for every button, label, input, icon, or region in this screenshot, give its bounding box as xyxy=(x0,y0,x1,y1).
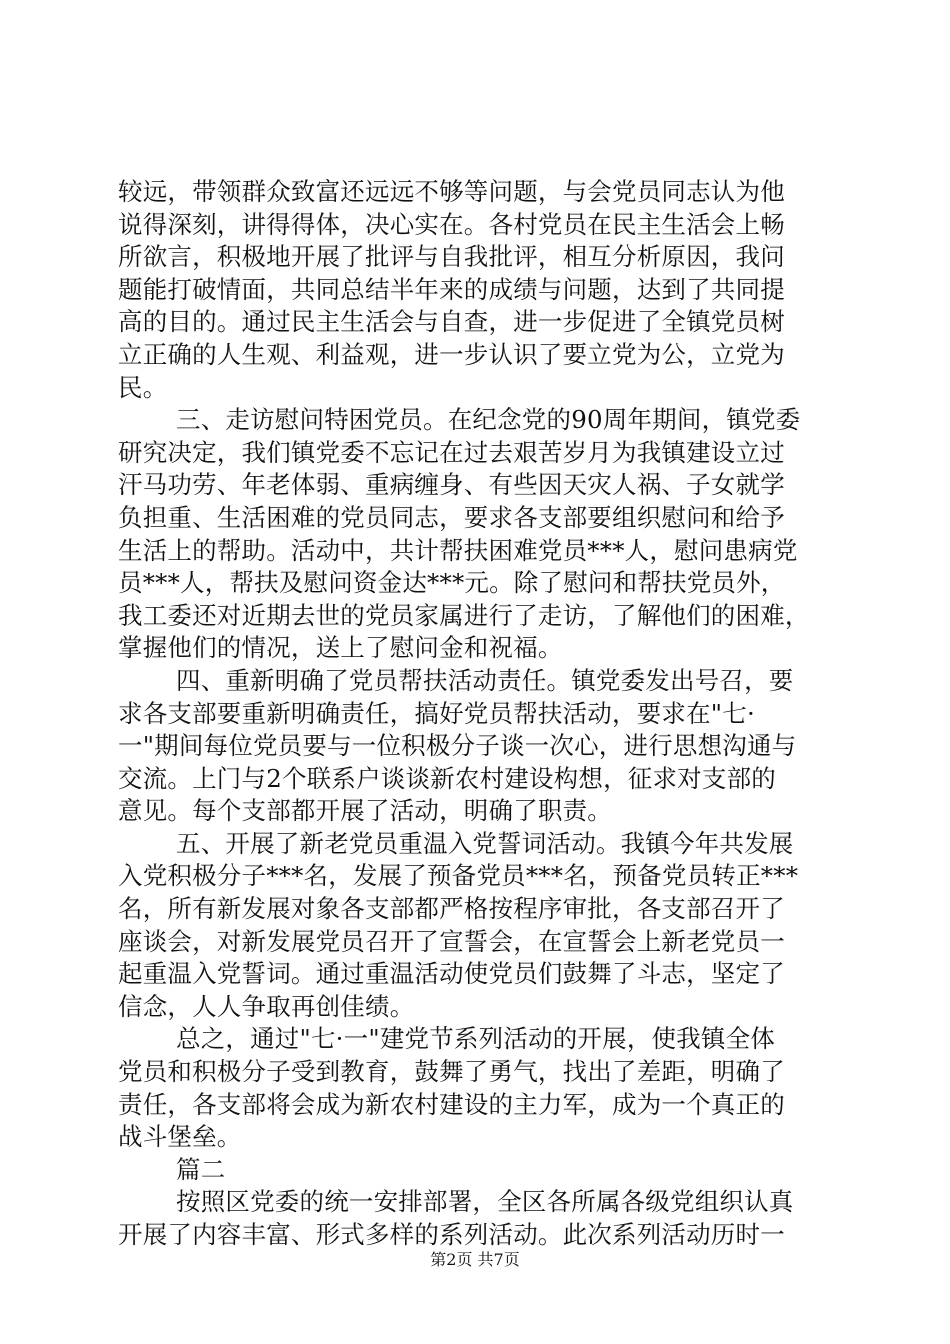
text-line: 我工委还对近期去世的党员家属进行了走访，了解他们的困难， xyxy=(118,600,810,630)
text-line: 总之，通过"七·一"建党节系列活动的开展，使我镇全体 xyxy=(176,1024,776,1054)
text-line: 题能打破情面，共同总结半年来的成绩与问题，达到了共同提 xyxy=(118,274,785,304)
text-line: 交流。上门与2个联系户谈谈新农村建设构想，征求对支部的 xyxy=(118,763,776,793)
text-line: 生活上的帮助。活动中，共计帮扶困难党员***人，慰问患病党 xyxy=(118,535,798,565)
text-line: 座谈会，对新发展党员召开了宣誓会，在宣誓会上新老党员一 xyxy=(118,926,785,956)
text-line: 负担重、生活困难的党员同志，要求各支部要组织慰问和给予 xyxy=(118,502,785,532)
text-line: 意见。每个支部都开展了活动，明确了职责。 xyxy=(118,796,612,826)
text-line: 汗马功劳、年老体弱、重病缠身、有些因天灾人祸、子女就学 xyxy=(118,470,785,500)
text-line: 战斗堡垒。 xyxy=(118,1122,242,1152)
text-line: 党员和积极分子受到教育，鼓舞了勇气，找出了差距，明确了 xyxy=(118,1057,785,1087)
text-line: 研究决定，我们镇党委不忘记在过去艰苦岁月为我镇建设立过 xyxy=(118,437,785,467)
text-line: 篇二 xyxy=(176,1154,226,1184)
text-line: 三、走访慰问特困党员。在纪念党的90周年期间，镇党委 xyxy=(176,405,801,435)
text-line: 责任，各支部将会成为新农村建设的主力军，成为一个真正的 xyxy=(118,1089,785,1119)
text-line: 四、重新明确了党员帮扶活动责任。镇党委发出号召，要 xyxy=(176,665,794,695)
text-line: 掌握他们的情况，送上了慰问金和祝福。 xyxy=(118,633,563,663)
text-line: 信念，人人争取再创佳绩。 xyxy=(118,991,415,1021)
text-line: 说得深刻，讲得得体，决心实在。各村党员在民主生活会上畅 xyxy=(118,209,785,239)
text-line: 入党积极分子***名，发展了预备党员***名，预备党员转正*** xyxy=(118,861,799,891)
text-line: 名，所有新发展对象各支部都严格按程序审批，各支部召开了 xyxy=(118,894,785,924)
text-line: 求各支部要重新明确责任，搞好党员帮扶活动，要求在"七· xyxy=(118,698,755,728)
text-line: 立正确的人生观、利益观，进一步认识了要立党为公，立党为 xyxy=(118,339,785,369)
text-line: 高的目的。通过民主生活会与自查，进一步促进了全镇党员树 xyxy=(118,307,785,337)
document-body xyxy=(118,176,838,1252)
text-line: 较远，带领群众致富还远远不够等问题，与会党员同志认为他 xyxy=(118,177,785,206)
text-line: 开展了内容丰富、形式多样的系列活动。此次系列活动历时一 xyxy=(118,1220,785,1249)
text-line: 民。 xyxy=(118,372,168,402)
page-footer: 第2页 共7页 xyxy=(430,1250,520,1269)
text-line: 所欲言，积极地开展了批评与自我批评，相互分析原因，我问 xyxy=(118,242,785,272)
text-line: 五、开展了新老党员重温入党誓词活动。我镇今年共发展 xyxy=(176,828,794,858)
text-line: 起重温入党誓词。通过重温活动使党员们鼓舞了斗志，坚定了 xyxy=(118,959,785,989)
text-line: 员***人，帮扶及慰问资金达***元。除了慰问和帮扶党员外， xyxy=(118,568,786,598)
text-line: 按照区党委的统一安排部署，全区各所属各级党组织认真 xyxy=(176,1187,794,1217)
text-line: 一"期间每位党员要与一位积极分子谈一次心，进行思想沟通与 xyxy=(118,731,797,761)
